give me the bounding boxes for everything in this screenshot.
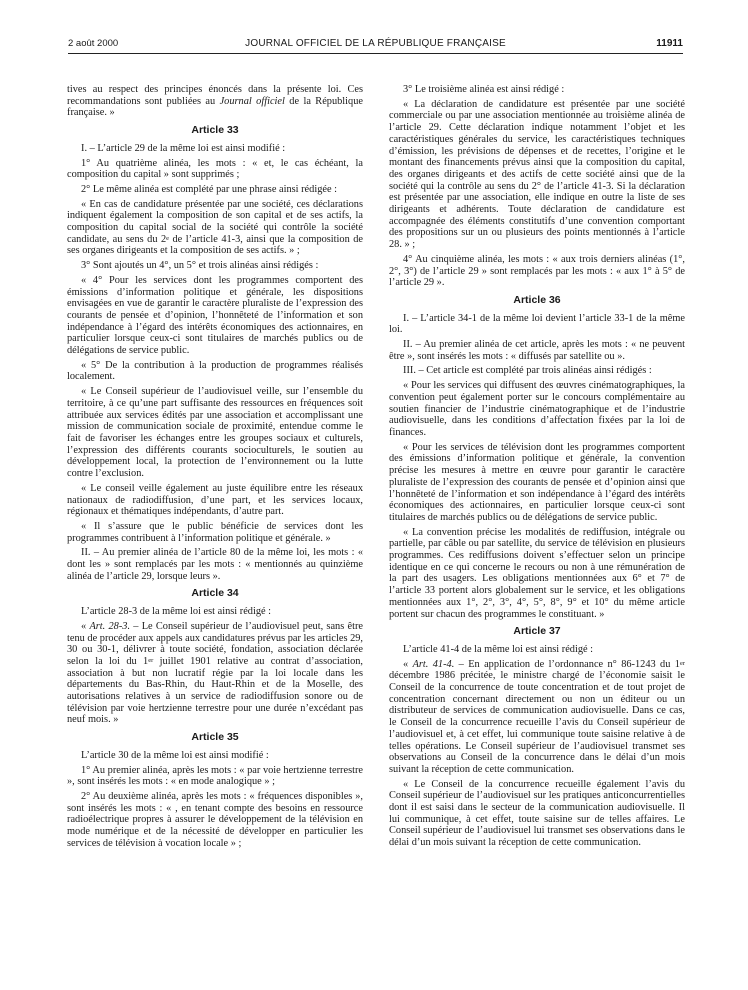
paragraph: « La déclaration de candidature est présentée par une société commerciale ou par une association mentionnée au troisième alinéa de l’article 29. Cette déclaration indique notamment l’objet et les caractéristiques générales du service, les caractéristiques techniques d’émission, les prévisions de dépenses et de recettes, l’origine et le montant des financements prévus ainsi que la composition du capital, des organes dirigeants et des actifs de cette société ainsi que de la société qui la contrôle au sens du 2° de l’article 41-3. Si la déclaration est présentée par une association, elle indique en outre la liste de ses dirigeants et adhérents. Toute déclaration de candidature est accompagnée des éléments constitutifs d’une convention comportant des propositions sur un ou plusieurs des points mentionnés à l’article 28. » ; bbox=[389, 98, 685, 251]
article-heading: Article 34 bbox=[191, 587, 239, 600]
right-column bbox=[389, 84, 685, 852]
article-heading: Article 36 bbox=[513, 293, 561, 306]
paragraph: 3° Le troisième alinéa est ainsi rédigé : bbox=[403, 84, 565, 95]
paragraph: L’article 41-4 de la même loi est ainsi rédigé : bbox=[403, 643, 594, 655]
paragraph: L’article 30 de la même loi est ainsi modifié : bbox=[81, 749, 269, 761]
paragraph: I. – L’article 34-1 de la même loi devient l’article 33-1 de la même loi. bbox=[389, 312, 685, 336]
paragraph: tives au respect des principes énoncés dans la présente loi. Ces recommandations sont publiées au Journal officiel de la République française. » bbox=[67, 84, 363, 119]
paragraph: 1° Au premier alinéa, après les mots : « par voie hertzienne terrestre », sont insérés les mots : « en mode analogique » ; bbox=[67, 764, 363, 788]
article-heading: Article 35 bbox=[191, 731, 239, 744]
paragraph: II. – Au premier alinéa de cet article, après les mots : « ne peuvent être », sont insérés les mots : « diffusés par satellite ou ». bbox=[389, 339, 685, 362]
paragraph: 4° Au cinquième alinéa, les mots : « aux trois derniers alinéas (1°, 2°, 3°) de l’article 29 » sont remplacés par les mots : « aux 1° à 5° de l’article 29 ». bbox=[389, 253, 685, 289]
paragraph: III. – Cet article est complété par trois alinéas ainsi rédigés : bbox=[403, 365, 652, 377]
left-column bbox=[67, 84, 363, 852]
paragraph: 3° Sont ajoutés un 4°, un 5° et trois alinéas ainsi rédigés : bbox=[81, 260, 319, 272]
publication-date: 2 août 2000 bbox=[68, 38, 119, 49]
page-number: 11911 bbox=[656, 38, 683, 49]
paragraph: « Le Conseil supérieur de l’audiovisuel veille, sur l’ensemble du territoire, à ce qu’une part suffisante des ressources en fréquences soit attribuée aux services édités par une association et accomplissant une mission de communication sociale de proximité, entendue comme le fait de favoriser les échanges entre les groupes sociaux et culturels, l’expression des différents courants socioculturels, le soutien au développement local, la protection de l’environnement ou la lutte contre l’exclusion. bbox=[67, 386, 363, 480]
paragraph: 2° Le même alinéa est complété par une phrase ainsi rédigée : bbox=[81, 183, 338, 195]
paragraph: « Il s’assure que le public bénéficie de services dont les programmes contribuent à l’information politique et générale. » bbox=[67, 520, 363, 544]
paragraph: « En cas de candidature présentée par une société, ces déclarations indiquent également la composition de son capital et de ses actifs, la composition du capital social de la société qui contrôle la société candidate, au sens du 2e de l’article 41-3, ainsi que la composition de ses organes dirigeants et la composition de ses actifs. » ; bbox=[67, 198, 363, 257]
paragraph: II. – Au premier alinéa de l’article 80 de la même loi, les mots : « dont les » sont remplacés par les mots : « mentionnés au quinzième alinéa de l’article 29, lorsque leurs ». bbox=[67, 547, 363, 582]
paragraph: « Le conseil veille également au juste équilibre entre les réseaux nationaux de radiodiffusion, d’une part, et les services locaux, régionaux et thématiques indépendants, d’autre part. bbox=[67, 482, 363, 518]
paragraph: « La convention précise les modalités de rediffusion, intégrale ou partielle, par câble ou par satellite, du service de télévision en plusieurs programmes. Ces rediffusions doivent s’effectuer selon un principe identique en ce qui concerne le recours ou non à une rémunération de la part des usagers. Les obligations mentionnées aux 6° et 7° de l’article 33 portent alors globalement sur le service, et les obligations mentionnées aux 1°, 2°, 3°, 4°, 5°, 8°, 9° et 10° du même article portent sur chacun des programmes le constituant. » bbox=[389, 526, 685, 620]
paragraph: « Le Conseil de la concurrence recueille également l’avis du Conseil supérieur de l’audiovisuel sur les pratiques anticoncurrentielles dont il est saisi dans le secteur de la communication audiovisuelle. Il lui communique, à cet effet, toute saisine sur de telles affaires. Le Conseil supérieur de l’audiovisuel lui transmet ses observations dans le délai d’un mois suivant la réception de cette communication. bbox=[389, 778, 685, 849]
header-rule bbox=[68, 53, 683, 54]
page-header bbox=[68, 38, 683, 54]
paragraph: « Pour les services qui diffusent des œuvres cinématographiques, la convention peut également porter sur le concours complémentaire au soutien financier de l’industrie cinématographique et de l’industrie audiovisuelle, dans les conditions d’affectation fixées par la loi de finances. bbox=[389, 380, 685, 438]
paragraph: « 5° De la contribution à la production de programmes réalisés localement. bbox=[67, 359, 363, 383]
paragraph: 1° Au quatrième alinéa, les mots : « et, le cas échéant, la composition du capital » sont supprimés ; bbox=[67, 157, 363, 181]
paragraph: « Art. 28-3. – Le Conseil supérieur de l’audiovisuel peut, sans être tenu de procéder aux appels aux candidatures prévus par les articles 29, 30 ou 30-1, délivrer à toute société, fondation, association déclarée selon la loi du 1er juillet 1901 relative au contrat d’association, association à but non lucratif régie par la loi locale dans les départements du Bas-Rhin, du Haut-Rhin et de la Moselle, des autorisations relatives à un service de radiodiffusion sonore ou de télévision par voie hertzienne terrestre pour une durée n’excédant pas neuf mois. » bbox=[67, 620, 364, 726]
paragraph: 2° Au deuxième alinéa, après les mots : « fréquences disponibles », sont insérés les mots : « , en tenant compte des besoins en ressource radioélectrique propres à assurer le développement de la télévision en mode numérique et de la nécessité de développer en particulier les services de télévision à vocation locale » ; bbox=[67, 790, 363, 849]
paragraph: « Pour les services de télévision dont les programmes comportent des émissions d’information politique et générale, la convention précise les mesures à mettre en œuvre pour garantir le caractère pluraliste de l’expression des courants de pensée et d’opinion ainsi que l’honnêteté de l’information et son indépendance à l’égard des intérêts économiques des actionnaires, en particulier lorsque ceux-ci sont titulaires de marchés publics ou de délégations de service public. bbox=[389, 441, 685, 523]
journal-title: JOURNAL OFFICIEL DE LA RÉPUBLIQUE FRANÇAISE bbox=[245, 38, 506, 49]
article-heading: Article 33 bbox=[191, 124, 239, 137]
paragraph: I. – L’article 29 de la même loi est ainsi modifié : bbox=[81, 142, 286, 154]
article-heading: Article 37 bbox=[513, 625, 561, 638]
paragraph: « 4° Pour les services dont les programmes comportent des émissions d’information politique et générale, les dispositions envisagées en vue de garantir le caractère pluraliste de l’expression des courants de pensée et d’opinion, l’honnêteté de l’information et son indépendance à l’égard des intérêts économiques des actionnaires, en particulier lorsque ceux-ci sont titulaires de marchés publics ou de délégations de service public. bbox=[67, 274, 363, 357]
paragraph: « Art. 41-4. – En application de l’ordonnance n° 86-1243 du 1er décembre 1986 précitée, le ministre chargé de l’économie saisit le Conseil de la concurrence de toute concentration et de tout projet de concentration concernant directement ou non un éditeur ou un distributeur de services de communication audiovisuelle. Dans ce cas, le Conseil de la concurrence recueille l’avis du Conseil supérieur de l’audiovisuel et, à cet effet, lui communique toute saisine relative à de telles opérations. Le Conseil supérieur de l’audiovisuel transmet ses observations au Conseil de la concurrence dans le délai d’un mois suivant la réception de cette communication. bbox=[389, 658, 686, 775]
paragraph: L’article 28-3 de la même loi est ainsi rédigé : bbox=[81, 606, 272, 618]
